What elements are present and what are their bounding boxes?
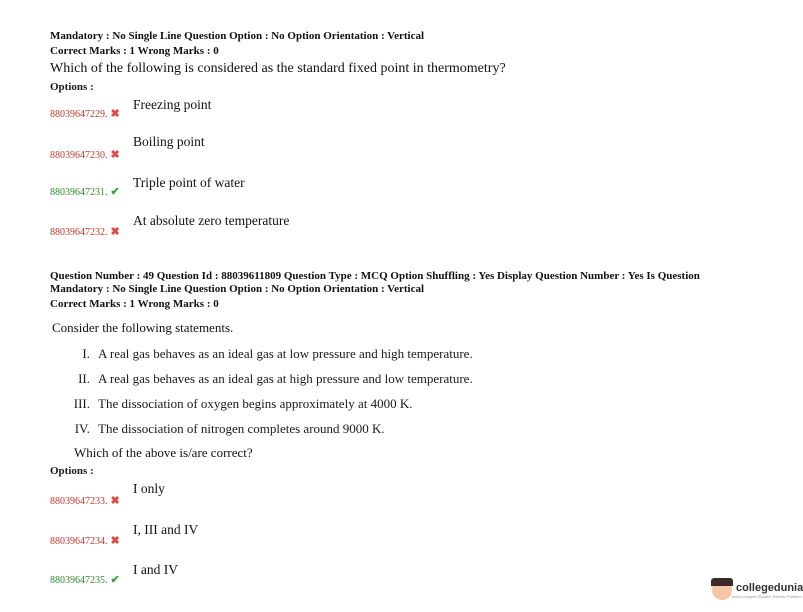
q2-option-2-text: I, III and IV (133, 522, 199, 537)
q2-option-2-id-row (50, 531, 120, 549)
q1-option-3-id-row (50, 182, 120, 200)
correct-check-icon: ✔ (110, 574, 120, 586)
q1-option-2-id-row (50, 145, 120, 163)
q1-option-1-text: Freezing point (133, 97, 212, 112)
q2-meta-line-2: Mandatory : No Single Line Question Option : No Option Orientation : Vertical (50, 283, 425, 295)
q1-option-4-id-row (50, 222, 120, 240)
statement-text: A real gas behaves as an ideal gas at high pressure and low temperature. (98, 371, 473, 386)
statement-row (70, 346, 473, 362)
statement-text: A real gas behaves as an ideal gas at low pressure and high temperature. (98, 346, 473, 361)
statement-row (70, 371, 473, 387)
q1-option-4-text: At absolute zero temperature (133, 213, 290, 228)
statement-row (70, 421, 385, 437)
option-id: 88039647232. (50, 227, 108, 238)
statement-number: IV. (74, 421, 90, 436)
q2-meta-line-1: Question Number : 49 Question Id : 88039611809 Question Type : MCQ Option Shuffling : Yes Display Question Number : Yes Is Question (50, 270, 700, 282)
q2-option-1-text: I only (133, 481, 165, 496)
logo-subtext: India's largest Student Review Platform (732, 593, 802, 599)
q2-option-1-id-row (50, 491, 120, 509)
q1-question-text: Which of the following is considered as the standard fixed point in thermometry? (50, 61, 506, 76)
option-id: 88039647230. (50, 150, 108, 161)
option-id: 88039647234. (50, 536, 108, 547)
option-id: 88039647235. (50, 575, 108, 586)
statement-text: The dissociation of oxygen begins approximately at 4000 K. (98, 396, 413, 411)
q1-option-3-text: Triple point of water (133, 175, 245, 190)
option-id: 88039647233. (50, 496, 108, 507)
q2-option-3-text: I and IV (133, 562, 178, 577)
q1-option-1-id-row (50, 104, 120, 122)
q1-marks: Correct Marks : 1 Wrong Marks : 0 (50, 45, 219, 57)
wrong-mark-icon: ✖ (110, 495, 120, 507)
collegedunia-logo (712, 580, 803, 600)
wrong-mark-icon: ✖ (110, 535, 120, 547)
correct-check-icon: ✔ (110, 186, 120, 198)
q2-option-3-id-row (50, 570, 120, 588)
q2-options-label: Options : (50, 465, 94, 477)
q2-question-text: Which of the above is/are correct? (74, 445, 253, 460)
q1-options-label: Options : (50, 81, 94, 93)
statement-number: III. (73, 396, 90, 411)
statement-number: II. (78, 371, 90, 386)
graduate-cap-icon (712, 580, 732, 600)
statement-text: The dissociation of nitrogen completes around 9000 K. (98, 421, 385, 436)
logo-text: collegedunia (736, 581, 803, 594)
statement-row (70, 396, 412, 412)
q1-option-2-text: Boiling point (133, 134, 205, 149)
option-id: 88039647229. (50, 109, 108, 120)
q2-intro-text: Consider the following statements. (52, 320, 234, 335)
q1-meta-line-1: Mandatory : No Single Line Question Option : No Option Orientation : Vertical (50, 30, 425, 42)
wrong-mark-icon: ✖ (110, 108, 120, 120)
wrong-mark-icon: ✖ (110, 226, 120, 238)
statement-number: I. (82, 346, 90, 361)
wrong-mark-icon: ✖ (110, 149, 120, 161)
option-id: 88039647231. (50, 187, 108, 198)
q2-marks: Correct Marks : 1 Wrong Marks : 0 (50, 298, 219, 310)
